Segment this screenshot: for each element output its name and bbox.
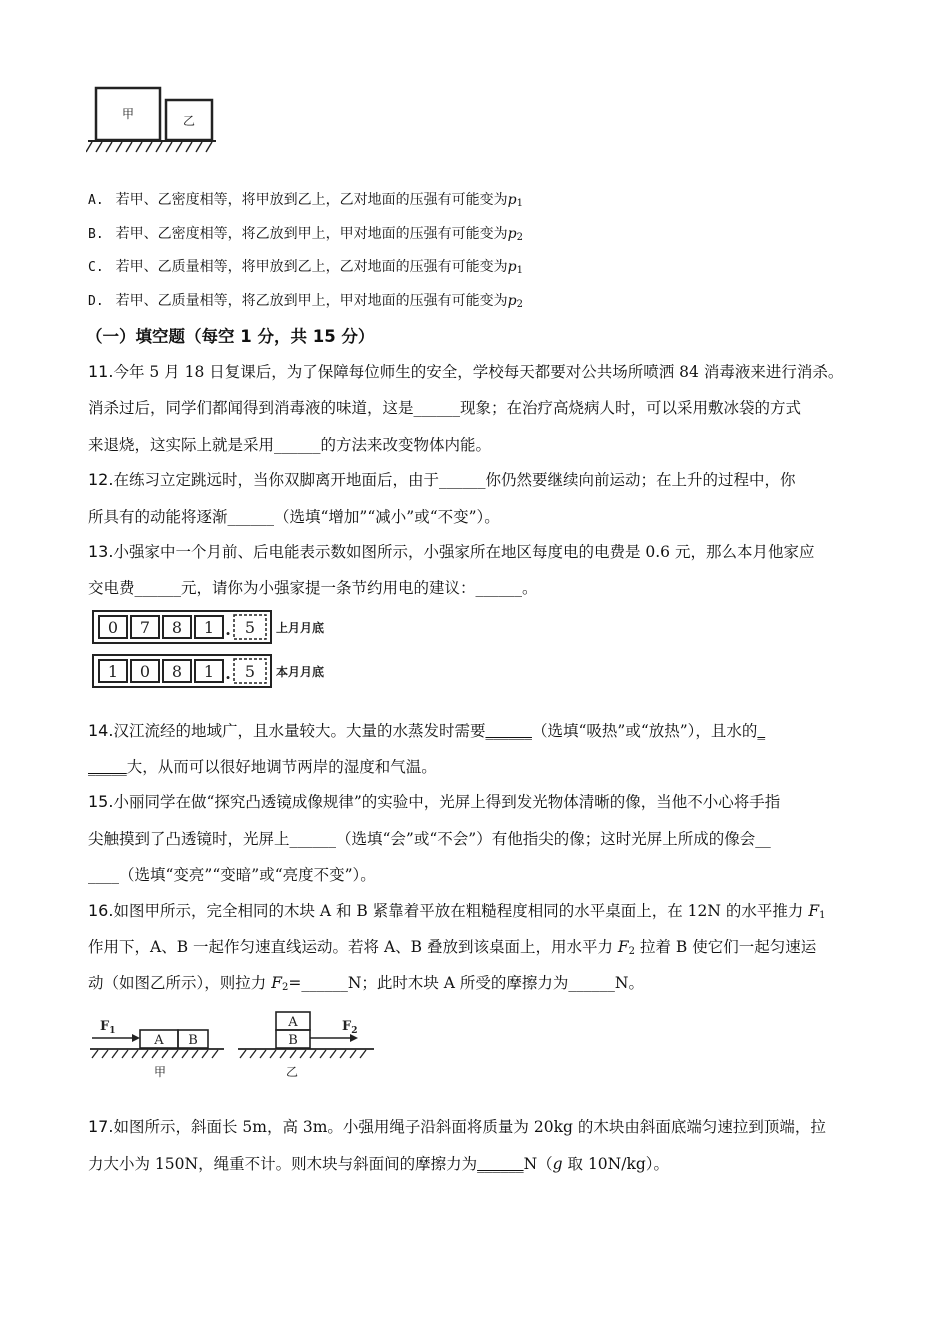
meter-row2-label: 本月月底 bbox=[276, 665, 325, 679]
block-jia-label: 甲 bbox=[121, 107, 135, 121]
q11-line3: 来退烧，这实际上就是采用______的方法来改变物体内能。 bbox=[88, 436, 492, 454]
f1-label: $F_1$ bbox=[100, 1019, 116, 1036]
q15-line1: 15.小丽同学在做“探究凸透镜成像规律”的实验中，光屏上得到发光物体清晰的像，当他不小心将手指 bbox=[88, 792, 781, 811]
meter-row1-digit: 0 bbox=[107, 618, 119, 637]
meter-row2-digit: 1 bbox=[107, 662, 119, 681]
q14-blank2: _ bbox=[757, 722, 766, 740]
ground-jia-hatch bbox=[92, 1050, 218, 1058]
caption-jia: 甲 bbox=[153, 1065, 167, 1079]
q16-line1: 16.如图甲所示，完全相同的木块 A 和 B 紧靠着平放在粗糙程度相同的水平桌面上，在 12N 的水平推力 $F_1$ bbox=[88, 901, 826, 921]
option-b: B. 若甲、乙密度相等，将乙放到甲上，甲对地面的压强有可能变为$p_2$ bbox=[88, 226, 523, 243]
meter-row2-dot: . bbox=[225, 664, 231, 683]
ground-hatch bbox=[86, 142, 212, 152]
q17-line2: 力大小为 150N，绳重不计。则木块与斜面间的摩擦力为______N（g 取 10N/kg）。 bbox=[88, 1155, 670, 1173]
meter-row1-digit: 7 bbox=[139, 618, 151, 637]
block-a-jia-label: A bbox=[154, 1033, 164, 1048]
meter-row2-digit: 0 bbox=[139, 662, 151, 681]
q15-line3: ____（选填“变亮”“变暗”或“亮度不变”）。 bbox=[88, 866, 376, 884]
meter-row2-decimal: 5 bbox=[244, 662, 256, 681]
q17-line1: 17.如图所示，斜面长 5m，高 3m。小强用绳子沿斜面将质量为 20kg 的木块由斜面底端匀速拉到顶端，拉 bbox=[88, 1117, 826, 1136]
q12-line1: 12.在练习立定跳远时，当你双脚离开地面后，由于______你仍然要继续向前运动；在上升的过程中，你 bbox=[88, 470, 796, 489]
meter-row2-digit: 8 bbox=[171, 662, 183, 681]
option-c: C. 若甲、乙质量相等，将甲放到乙上，乙对地面的压强有可能变为$p_1$ bbox=[88, 259, 523, 276]
blocks-figure bbox=[86, 84, 218, 156]
meter-figure bbox=[92, 610, 354, 692]
q13-line2: 交电费______元，请你为小强家提一条节约用电的建议：______。 bbox=[88, 579, 538, 597]
q12-line2: 所具有的动能将逐渐______（选填“增加”“减小”或“不变”）。 bbox=[88, 508, 500, 526]
q13-line1: 13.小强家中一个月前、后电能表示数如图所示，小强家所在地区每度电的电费是 0.6 元，那么本月他家应 bbox=[88, 542, 815, 561]
q11-line1: 11.今年 5 月 18 日复课后，为了保障每位师生的安全，学校每天都要对公共场所喷洒 84 消毒液来进行消杀。 bbox=[88, 362, 844, 381]
q14-line2: _____大，从而可以很好地调节两岸的湿度和气温。 bbox=[88, 758, 437, 776]
meter-row1-digit: 1 bbox=[203, 618, 215, 637]
ground-yi-hatch bbox=[240, 1050, 366, 1058]
section-title: （一）填空题（每空 1 分，共 15 分） bbox=[86, 327, 375, 346]
block-yi-label: 乙 bbox=[182, 114, 196, 128]
block-b-yi-label: B bbox=[288, 1033, 298, 1048]
caption-yi: 乙 bbox=[285, 1065, 299, 1079]
option-d: D. 若甲、乙质量相等，将乙放到甲上，甲对地面的压强有可能变为$p_2$ bbox=[88, 293, 523, 310]
q17-blank: ______ bbox=[477, 1155, 524, 1173]
q14-blank1: ______ bbox=[485, 722, 532, 740]
meter-row1-digit: 8 bbox=[171, 618, 183, 637]
block-b-jia-label: B bbox=[188, 1033, 198, 1048]
friction-figure bbox=[88, 1010, 378, 1082]
meter-row1-dot: . bbox=[225, 620, 231, 639]
q11-line2: 消杀过后，同学们都闻得到消毒液的味道，这是______现象；在治疗高烧病人时，可以采用敷冰袋的方式 bbox=[88, 399, 802, 417]
f2-label: $F_2$ bbox=[342, 1019, 358, 1036]
q15-line2: 尖触摸到了凸透镜时，光屏上______（选填“会”或“不会”）有他指尖的像；这时光屏上所成的像会__ bbox=[88, 830, 771, 848]
q16-line2: 作用下，A、B 一起作匀速直线运动。若将 A、B 叠放到该桌面上，用水平力 $F_2$ 拉着 B 使它们一起匀速运 bbox=[88, 938, 817, 957]
meter-row1-label: 上月月底 bbox=[276, 621, 325, 635]
q14-line1: 14.汉江流经的地域广，且水量较大。大量的水蒸发时需要______（选填“吸热”或“放热”），且水的_ bbox=[88, 721, 766, 740]
q16-line3: 动（如图乙所示），则拉力 $F_2=\_\_\_\_\_\_N$；此时木块 A 所受的摩擦力为______N。 bbox=[88, 974, 644, 993]
meter-row2-digit: 1 bbox=[203, 662, 215, 681]
block-a-yi-label: A bbox=[288, 1015, 298, 1030]
f1-arrowhead bbox=[132, 1034, 140, 1042]
option-a: A. 若甲、乙密度相等，将甲放到乙上，乙对地面的压强有可能变为$p_1$ bbox=[88, 192, 523, 209]
meter-row1-decimal: 5 bbox=[244, 618, 256, 637]
